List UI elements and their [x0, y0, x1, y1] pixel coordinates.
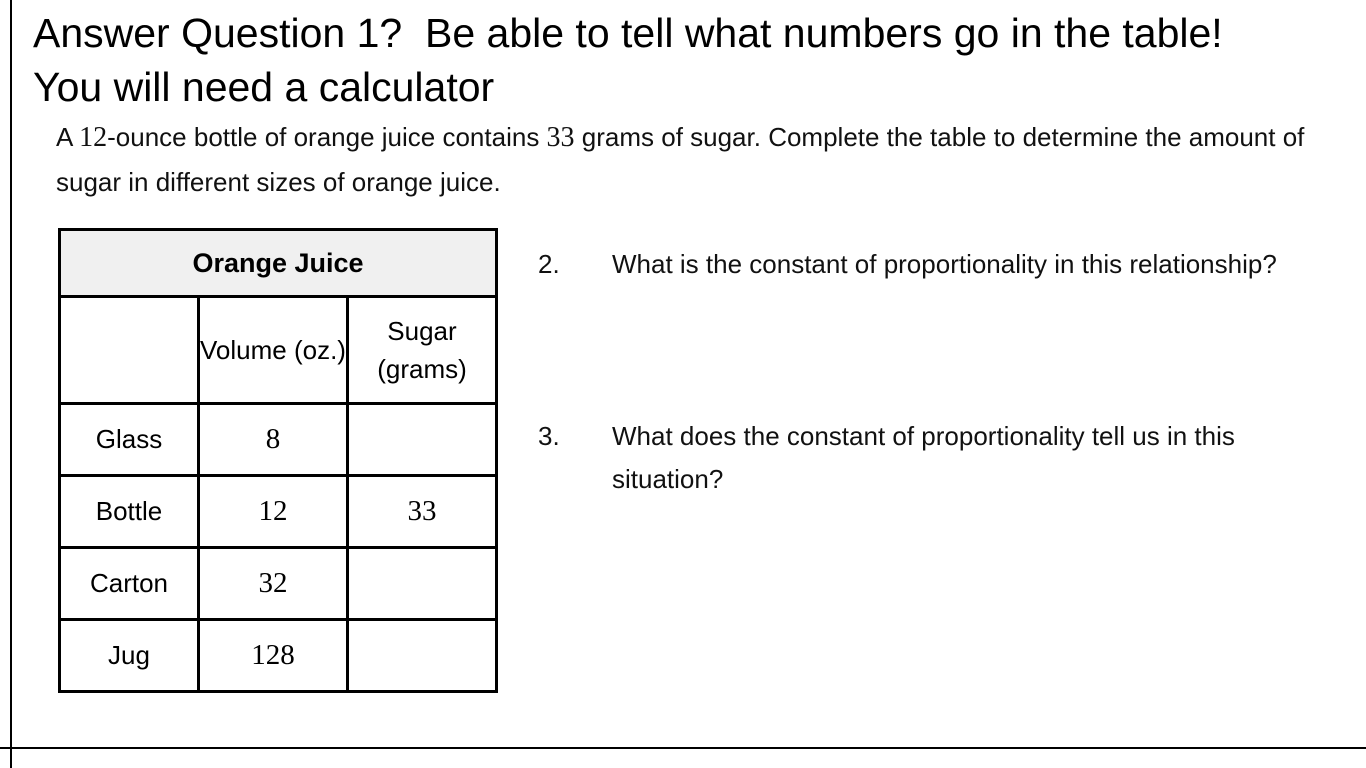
question-number: 2.	[538, 249, 560, 279]
row-sugar: 33	[348, 476, 497, 548]
table-row	[60, 404, 497, 476]
row-volume: 12	[199, 476, 348, 548]
slide-title	[33, 6, 1353, 114]
table-row	[60, 476, 497, 548]
row-sugar	[348, 548, 497, 620]
header-sugar: Sugar (grams)	[348, 297, 497, 404]
table-row	[60, 620, 497, 692]
intro-text-3: grams of sugar. Complete the table to determine the amount of sugar in different sizes of orange juice.	[56, 122, 1305, 197]
row-sugar	[348, 404, 497, 476]
row-volume: 128	[199, 620, 348, 692]
intro-volume: 12	[79, 122, 108, 153]
row-label: Glass	[60, 404, 199, 476]
intro-sugar: 33	[546, 122, 575, 153]
row-label: Bottle	[60, 476, 199, 548]
table-caption: Orange Juice	[60, 230, 497, 297]
row-volume: 32	[199, 548, 348, 620]
problem-intro	[56, 115, 1336, 205]
slide-border-left	[10, 0, 12, 768]
question-number: 3.	[538, 421, 560, 451]
slide-border-bottom	[0, 747, 1366, 749]
slide-title-line-1: Answer Question 1? Be able to tell what numbers go in the table!	[33, 10, 1223, 56]
orange-juice-table	[58, 228, 498, 693]
row-label: Carton	[60, 548, 199, 620]
intro-text-2: -ounce bottle of orange juice contains	[107, 122, 547, 152]
slide-title-line-2: You will need a calculator	[33, 64, 495, 110]
table-row	[60, 548, 497, 620]
row-volume: 8	[199, 404, 348, 476]
intro-text-1: A	[56, 122, 80, 152]
question-text: What does the constant of proportionality tell us in this situation?	[612, 421, 1235, 494]
row-label: Jug	[60, 620, 199, 692]
row-sugar	[348, 620, 497, 692]
question-text: What is the constant of proportionality in this relationship?	[612, 249, 1277, 279]
header-volume: Volume (oz.)	[199, 297, 348, 404]
header-empty	[60, 297, 199, 404]
table-header-row	[60, 297, 497, 404]
